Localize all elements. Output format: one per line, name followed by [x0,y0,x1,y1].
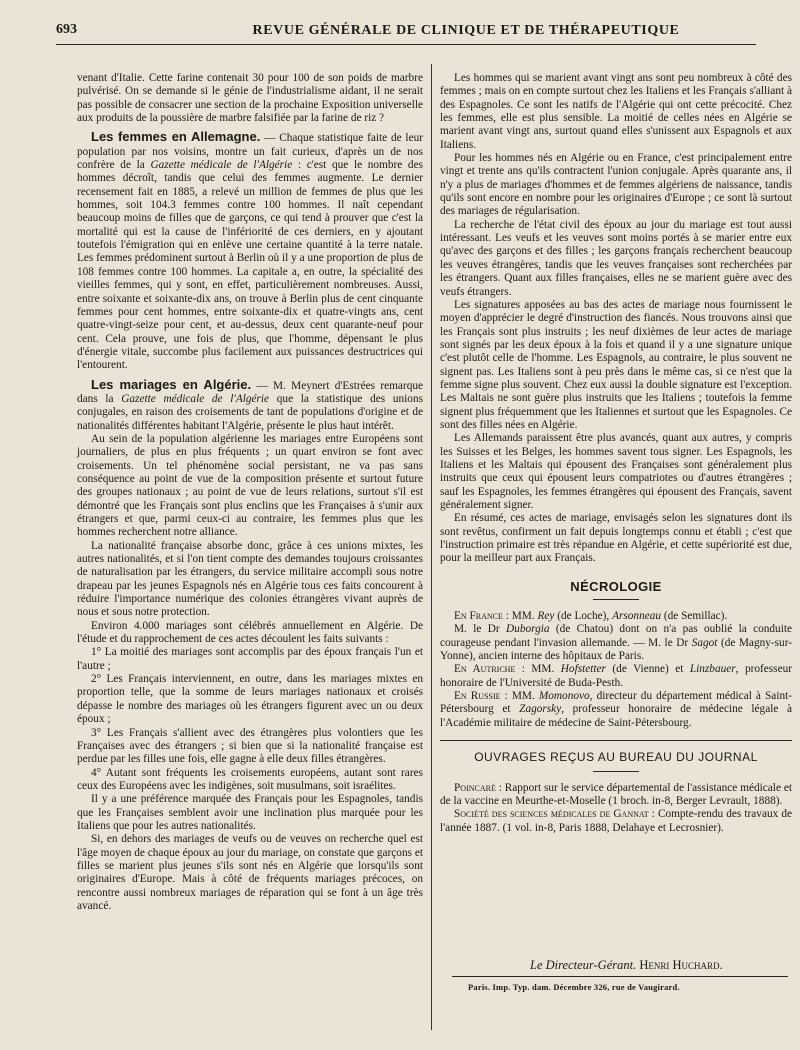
necrologie-title: NÉCROLOGIE [570,578,662,594]
page-number: 693 [56,22,77,37]
paragraph: Environ 4.000 mariages sont célébrés annuellement en Algérie. De l'étude et du rapprochement de ces actes découlent les faits suivants : [77,619,423,646]
person-name: Duborgia [506,623,550,636]
list-item: 1° La moitié des mariages sont accomplis par des époux français l'un et l'autre ; [77,646,423,672]
obituary-entry [440,663,792,690]
journal-title: Gazette médicale de l'Algérie [150,159,293,172]
obituary-text: , professeur honoraire de l'Université de Buda-Pesth. [440,663,793,689]
obituary-text: (de Vienne) et [605,663,690,676]
signature-rule [452,976,788,977]
list-item: 3° Les Français s'allient avec des étrangères plus volontiers que les Françaises avec des étrangers ; si bien que si la nationalité française est perdue par les filles une fois, elle gagne à elle deux filles étrangères. [77,726,423,766]
obituary-text: (de Semillac). [661,610,728,623]
obituary-text: , professeur honoraire de médecine légale à l'Académie militaire de médecine de Saint-Pétersbourg. [440,703,793,729]
article-text: — Chaque statistique faite de leur population par nos voisins, montre un fait curieux, d'après un de nos confrère de la [77,132,423,172]
obituary-text: M. le Dr [454,623,507,636]
paragraph: Les signatures apposées au bas des actes de mariage nous fournissent le moyen d'apprécier le degré d'instruction des fiancés. Nous trouvons ainsi que les Français sont plus instruits ; les neuf dixièmes de leur actes de mariage sont signés par les deux époux à la fois et quand il y a une signature unique c'est plutôt celle de l'homme. Les Espagnols, au contraire, le plus souvent ne signent pas. Les Italiens sont à peu près dans le même cas, si ce n'est que la femme signe plus souvent. Chez eux aussi la double signature est l'exception. Les Maltais ne sont guère plus instruits que les Italiens ; toutefois la femme signent plus fréquemment que les Italiennes et surtout que les Espagnoles. Ce sont des filles nées en Algérie. [440,298,792,431]
obituary-text: , directeur du département médical à Saint-Pétersbourg et [440,690,793,716]
paragraph: Au sein de la population algérienne les mariages entre Européens sont journaliers, de plus en plus fréquents ; un quart environ se font avec croisements. Un tel phénomène social persistant, ne va pas sans conséquence au point de vue de la composition présente et surtout future des groupes nationaux ; au point de vue de leurs relations, surtout s'il est démontré que les Français sont plus enclins que les Françaises à s'unir aux étrangers et que, parmi ceux-ci au contraire, les femmes plus que les hommes recherchent notre alliance. [77,432,423,539]
article-femmes-allemagne [77,130,423,372]
article-text: — M. Meynert d'Estrées remarque dans la [77,379,424,405]
book-entry [440,808,792,835]
obituary-entry [440,690,792,730]
paragraph: Si, en dehors des mariages de veufs ou de veuves on recherche quel est l'âge moyen de chaque époux au jour du mariage, on constate que garçons et filles se marient plus jeunes s'ils sont nés en Algérie que lorsqu'ils sont originaires d'Europe. Mais à côté de fréquents mariages précoces, on rencontre aussi nombreux mariages de réparation qui se font à un âge très avancé. [77,833,423,912]
person-name: Sagot [691,636,718,649]
paragraph: La nationalité française absorbe donc, grâce à ces unions mixtes, les autres nationalités, et si l'on tient compte des demandes toujours croissantes de naturalisation par les étrangers, du service militaire accompli sous notre drapeau par les jeunes Espagnols nés en Algérie tous ces faits concourent à réduire l'importance numérique des colonies étrangères vivant auprès de nous et sous notre protection. [77,539,423,619]
paragraph: Pour les hommes nés en Algérie ou en France, c'est principalement entre vingt et trente ans qu'ils contractent l'union conjugale. Après quarante ans, il n'y a plus de mariages d'hommes et de femmes algériens de naissance, tandis qu'ils sont encore en nombre pour les originaires d'Europe ; ce sont là surtout des mariages de régularisation. [440,152,792,218]
person-name: Hofstetter [560,663,606,676]
journal-title: Gazette médicale de l'Algérie [121,392,270,405]
right-column [440,72,792,835]
signature [530,958,723,973]
signature-label: Le Directeur-Gérant. [530,958,637,972]
obituary-text: : MM. [502,610,538,623]
paragraph: La recherche de l'état civil des époux au jour du mariage est tout aussi intéressant. Les veufs et les veuves sont moins portés à se marier entre eux qu'avec des garçons et des filles ; les garçons français recherchent beaucoup les veuves étrangères, tandis que les veuves françaises sont recherchées par les étrangers. Quant aux filles françaises, elles ne se marient guère avec des veufs étrangers. [440,218,792,298]
obituary-text: : MM. [500,690,539,703]
book-entry [440,782,792,809]
left-column [77,72,423,913]
book-text: : Compte-rendu des travaux de l'année 1887. (1 vol. in-8, Paris 1888, Delahaye et Lecrosnier). [440,808,792,834]
person-name: Arsonneau [612,610,662,623]
paragraph: venant d'Italie. Cette farine contenait 30 pour 100 de son poids de marbre pulvérisé. On se demande si le génie de l'industrialisme aidant, il ne serait pas possible de consacrer une section de la prochaine Exposition universelle aux produits de la poussière de marbre falsifiée par la farine de riz ? [77,72,423,125]
paragraph: Les hommes qui se marient avant vingt ans sont peu nombreux à côté des femmes ; mais on en compte surtout chez les Italiens et les Français s'alliant à des Espagnoles. Ce sont les natifs de l'Algérie qui ont cette précocité. Chez les femmes, elle est plus sensible. La moitié de celles nées en Algérie se marient avant vingt ans, surtout quand elles s'unissent aux Espagnols et aux Italiens. [440,72,792,151]
author-label: Poincaré [454,781,496,794]
paragraph: Il y a une préférence marquée des Français pour les Espagnoles, tandis que les Françaises semblent avoir une inclination plus marquée pour les Italiens que pour les autres nationalités. [77,793,423,832]
person-name: Linzbauer [689,663,736,676]
paragraph: Les Allemands paraissent être plus avancés, quant aux autres, y compris les Suisses et les Belges, les hommes savent tous signer. Les Espagnols, les Italiens et les Maltais qui épousent des Françaises sont généralement plus instruits que ceux qui épousent leurs compatriotes ou d'autres étrangères ; sauf les Espagnoles, les femmes étrangères qui épousent des Français, savent généralement signer. [440,432,792,511]
page-header [56,22,756,45]
country-label: En France [454,610,503,623]
obituary-text: : MM. [515,663,561,676]
person-name: Momonovo [538,690,590,703]
signature-name: Henri Huchard. [639,958,723,972]
person-name: Zagorsky [519,703,562,716]
ouvrages-title: OUVRAGES REÇUS AU BUREAU DU JOURNAL [474,750,758,765]
person-name: Rey [537,610,555,623]
article-mariages-algerie [77,378,423,433]
list-item: 4° Autant sont fréquents les croisements européens, autant sont rares ceux des Européens avec les indigènes, soit musulmans, soit israélites. [77,766,423,792]
list-item: 2° Les Français interviennent, en outre, dans les mariages mixtes en proportion telle, que la somme de leurs mariages nationaux et croisés dépasse le nombre des mariages où les étrangers figurent avec un ou deux époux ; [77,673,423,726]
obituary-entry [440,623,792,663]
article-text: : c'est que le nombre des hommes décroît, tandis que celui des femmes augmente. Le dernier recensement fait en 1885, a relevé un million de femmes de plus que les hommes, soit 104.3 femmes contre 100 hommes. Il naît cependant beaucoup moins de filles que de garçons, ce qui tend à prouver que c'est la mortalité qui est la cause de l'infériorité de ces derniers, en y ajoutant toutefois l'émigration qui en enlève une certaine quantité à la terre natale. Les femmes prédominent surtout à Berlin où il y a une proportion de plus de 108 femmes contre 100 hommes. La capitale a, en outre, la spécialité des vieilles femmes, qui y sont, en effet, particulièrement nombreuses. Aussi, entre soixante et soixante-dix ans, on trouve à Berlin plus de cent cinquante femmes pour cent hommes, entre soixante-dix et quatre-vingts ans, cent quatre-vingt-seize pour cent, et au-dessus, deux cent quarante-neuf pour cent. Cela prouve, une fois de plus, que l'homme, dépensant le plus d'énergie vitale, succombe plus facilement aux puissances destructrices qui l'entourent. [77,159,423,372]
obituary-text: (de Loche), [554,610,613,623]
running-head: REVUE GÉNÉRALE DE CLINIQUE ET DE THÉRAPEUTIQUE [252,23,680,38]
author-label: Société des sciences médicales de Gannat [454,808,649,821]
obituary-entry [440,610,792,623]
title-underline [593,771,639,772]
title-underline [593,599,639,600]
country-label: En Russie [454,690,501,703]
column-rule [431,64,432,1030]
section-title: Les mariages en Algérie. [91,376,252,392]
section-divider [440,740,792,741]
book-text: : Rapport sur le service départemental de l'assistance médicale et de la vaccine en Meurthe-et-Moselle (1 broch. in-8, Berger Levrault, 1888). [440,781,792,807]
article-text: que la statistique des unions conjugales, en raison des croisements de tant de populations d'origine et de nationalités différentes habitant l'Algérie, présente le plus haut intérêt. [77,392,423,432]
paragraph: En résumé, ces actes de mariage, envisagés selon les signatures dont ils sont revêtus, confirment un fait depuis longtemps connu et établi ; c'est que l'instruction primaire est très répandue en Algérie, et cette supériorité est due, pour la meilleur part aux Français. [440,512,792,565]
section-title: Les femmes en Allemagne. [91,129,261,145]
obituary-text: (de Chatou) dont on n'a pas oublié la conduite courageuse pendant l'invasion allemande. — M. le Dr [440,623,792,649]
country-label: En Autriche [454,663,516,676]
obituary-text: (de Magny-sur-Yonne), ancien interne des hôpitaux de Paris. [440,636,792,663]
printer-imprint: Paris. Imp. Typ. dam. Décembre 326, rue de Vaugirard. [468,982,680,992]
